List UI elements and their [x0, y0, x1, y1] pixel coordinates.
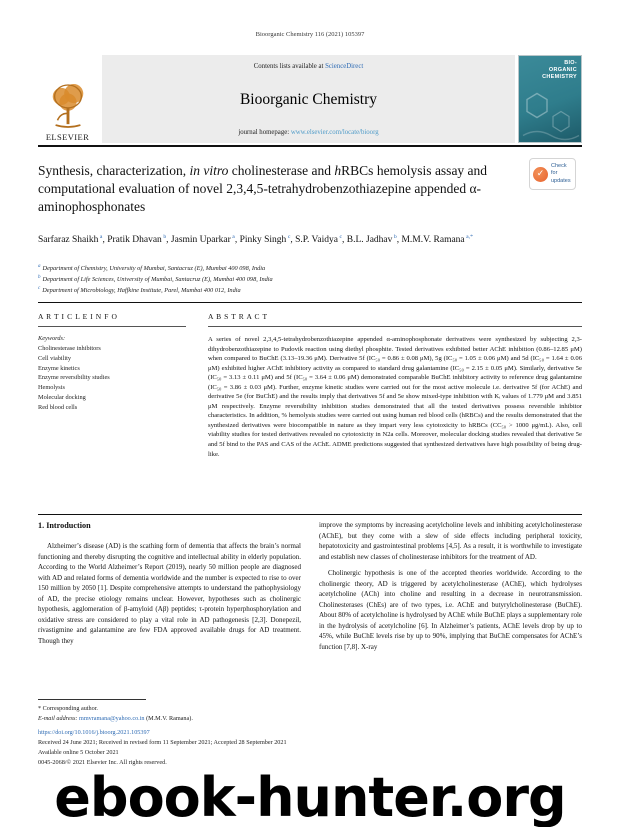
intro-paragraph: improve the symptoms by increasing acetylcholine levels and inhibiting acetylcholinesterase (AChE), but they come with a slew of side effects including peripheral toxicity, hepatotoxicity and gastrointestinal problems [4,5]. As a result, it is worthwhile to investigate and establish new classes of cholinesterase inhibitors for the treatment of AD. — [319, 521, 582, 561]
journal-title: Bioorganic Chemistry — [239, 90, 378, 108]
intro-paragraph: Alzheimer’s disease (AD) is the scathing form of dementia that affects the brain’s normal functioning and thereby disrupting the cognitive and intellectual ability in elderly population. According to the World Alzheimer’s Report (2019), nearly 50 million people are diagnosed with AD and related forms of dementia worldwide and the number is expected to rise to over 150 million by 2050 [1]. Despite comprehensive attempts to understand the pathophysiology of AD, the precise etiology remains unclear. However, hypotheses such as cholinergic hypothesis, agglomeration of β-amyloid (Aβ) peptides; τ-protein hyperphosphorylation and oxidative stress are considered to play a vital role in AD pathogenesis [2,3]. Donepezil, rivastigmine and galantamine are few FDA approved available drugs for AD treatment. Though they — [38, 542, 301, 645]
contents-lists-text: Contents lists available at — [253, 63, 326, 70]
contents-lists-line — [254, 63, 363, 70]
author: Sarfaraz Shaikh $^a$, — [38, 234, 108, 246]
author: Jasmin Uparkar $^a$, — [170, 234, 240, 246]
journal-citation-header: Bioorganic Chemistry 116 (2021) 105397 — [255, 31, 365, 38]
homepage-line — [238, 129, 378, 136]
ebook-hunter-watermark: ebook-hunter.org — [54, 766, 566, 827]
affiliation-sup: b — [38, 275, 41, 281]
author-affil-sup: a,* — [466, 234, 473, 240]
section-heading-introduction: 1. Introduction — [38, 521, 91, 530]
title-text: cholinesterase and — [228, 163, 335, 178]
doi-line — [38, 728, 582, 738]
author: B.L. Jadhav $^b$, — [346, 234, 402, 246]
cover-art — [519, 81, 581, 146]
banner-rule — [38, 145, 582, 147]
abstract-text: A series of novel 2,3,4,5-tetrahydrobenzothiazepine appended α-aminophosphonate derivatives were synthesized by subjecting 2,3-dihydrobenzothiazepine to Pudovik reaction using diethyl phosphite. Tested derivatives exhibited better AChE inhibition (0.86–12.85 μM) when compared to BuChE (3.13–19.36 μM). Derivative 5f (IC₅₀ = 0.86 ± 0.08 μM), 5g (IC₅₀ = 1.05 ± 0.06 μM) and 5d (IC₅₀ = 1.64 ± 0.06 μM) exhibited higher AChE inhibitory activity as compared to standard drug galantamine (IC₅₀ = 2.15 ± 0.05 μM). Similarly, derivative 5e (IC₅₀ = 3.13 ± 0.11 μM) and 5f (IC₅₀ = 3.64 ± 0.06 μM) demonstrated comparable BuChE inhibitory activity to reference drug galantamine (IC₅₀ = 3.86 ± 0.03 μM). Further, enzyme kinetic studies were carried out for the most active molecule i.e. derivative 5f (for AChE) and derivative 5e (for BuChE) and the results imply that derivatives 5f and 5e show mixed-type inhibition with Kᵢ values of 1.779 μM and 3.851 μM respectively. Enzyme reversibility inhibition studies demonstrated that all the tested derivatives possess reversible inhibitor characteristics. In addition, % hemolysis studies were carried out using human red blood cells (hRBCs) and the results demonstrated that the synthesized derivatives were biocompatible in nature as they impart very less cytotoxicity to hRBCs (CC₅₀ > 1000 μg/mL). Also, cell viability studies for tested derivatives revealed no cytotoxicity in N2a cells. Moreover, molecular docking studies revealed that derivative 5e and 5f bind to the PAS and CAS of the AChE. ADME predictions suggested that synthesized derivatives have high possibility of being drug-like. — [208, 336, 582, 458]
keyword: Cholinesterase inhibitors — [38, 345, 101, 352]
keyword: Cell viability — [38, 354, 72, 362]
title-text: Synthesis, characterization, — [38, 163, 190, 178]
author-list — [38, 233, 582, 248]
affiliation: $^b$ Department of Life Sciences, University of Mumbai, Santacruz (E), Mumbai 400 098, India — [38, 275, 273, 284]
copyright-line: 0045-2068/© 2021 Elsevier Inc. All rights reserved. — [38, 758, 167, 766]
title-italic-h: h — [334, 163, 342, 178]
publication-info — [38, 728, 582, 768]
author: M.M.V. Ramana $^{a,*}$ — [401, 234, 473, 246]
author-affil-sup: c — [287, 234, 291, 240]
elsevier-wordmark: ELSEVIER — [45, 132, 90, 142]
email-tail: (M.M.V. Ramana). — [144, 714, 193, 722]
author-affil-sup: a — [232, 234, 235, 240]
elsevier-logo[interactable] — [38, 55, 102, 143]
crossmark-icon — [533, 167, 548, 182]
doi-link[interactable]: https://doi.org/10.1016/j.bioorg.2021.105397 — [38, 729, 150, 736]
check-for-updates-badge[interactable] — [529, 158, 576, 190]
affiliation-sup: a — [38, 264, 41, 269]
author-affil-sup: c — [339, 234, 342, 240]
article-title — [38, 162, 502, 216]
email-link[interactable]: mmvramana@yahoo.co.in — [79, 714, 145, 722]
homepage-link[interactable]: www.elsevier.com/locate/bioorg — [290, 129, 379, 136]
author: Pinky Singh $^c$, — [239, 234, 296, 246]
affiliation-sup: c — [38, 286, 41, 292]
check-glyph: ✓ — [536, 168, 545, 179]
keyword: Molecular docking — [38, 393, 86, 401]
abstract-heading: A B S T R A C T — [208, 312, 582, 327]
history-line: Received 24 June 2021; Received in revised form 11 September 2021; Accepted 28 September 2021 — [38, 738, 287, 746]
check-updates-line2: updates — [551, 177, 571, 184]
banner-center — [102, 55, 515, 143]
introduction-section — [38, 520, 582, 658]
footnote-block — [38, 699, 328, 723]
homepage-label: journal homepage: — [238, 129, 291, 136]
body-right-column — [319, 520, 582, 658]
sciencedirect-link[interactable]: ScienceDirect — [325, 63, 364, 70]
corresponding-author-note: * Corresponding author. — [38, 705, 98, 712]
abstract-column — [208, 312, 582, 502]
affiliation: $^c$ Department of Microbiology, Haffkine Institute, Parel, Mumbai 400 012, India — [38, 286, 241, 295]
author-affil-sup: b — [163, 234, 167, 240]
article-info-abstract-section — [38, 302, 582, 515]
keyword: Red blood cells — [38, 403, 78, 411]
author-affil-sup: a — [99, 234, 103, 240]
email-line — [38, 714, 328, 724]
author-affil-sup: b — [393, 234, 397, 240]
keywords-label: Keywords: — [38, 335, 66, 342]
author: S.P. Vaidya $^c$, — [295, 234, 347, 246]
footnote-rule — [38, 699, 146, 700]
cover-molecule-decoration — [519, 81, 581, 146]
body-left-column — [38, 520, 301, 658]
journal-header-banner — [38, 55, 582, 143]
check-updates-line1: Check for — [551, 162, 567, 177]
check-updates-label — [551, 163, 572, 185]
article-info-heading: A R T I C L E I N F O — [38, 312, 186, 327]
email-label: E-mail address: — [38, 714, 78, 722]
keyword: Enzyme reversibility studies — [38, 374, 110, 382]
elsevier-tree-icon — [47, 81, 89, 131]
journal-cover-thumbnail[interactable] — [518, 55, 582, 143]
keyword: Hemolysis — [38, 384, 65, 391]
keyword: Enzyme kinetics — [38, 364, 80, 372]
author: Pratik Dhavan $^b$, — [107, 234, 171, 246]
title-italic-in-vitro: in vitro — [189, 163, 229, 178]
intro-paragraph: Cholinergic hypothesis is one of the accepted theories worldwide. According to the cholinergic theory, AD is triggered by acetylcholinesterase (AChE), which hydrolyses acetylcholine (ACh) into choline and resulting in a decrease in neurotransmission. Cholinesterases (ChEs) are of two types, i.e. AChE and butyrylcholinesterase (BuChE). About 80% of acetylcholine is hydrolysed by AChE while BuChE plays a supplementary role in the hydrolysis of acetylcholine [6]. In Alzheimer’s patients, AChE levels drop by up to 45%, while BuChE levels rise by up to 90%, implying that BuChE compensates for AChE’s function [7,8]. X-ray — [319, 569, 582, 651]
affiliation-list — [38, 263, 582, 296]
available-online-line: Available online 5 October 2021 — [38, 748, 119, 756]
title-text: RBCs hemolysis assay and computational evaluation of novel 2,3,4,5-tetrahydrobenzothiazepine appended α-aminophosphonates — [38, 163, 488, 214]
cover-title: BIO- ORGANIC CHEMISTRY — [542, 60, 577, 81]
article-info-column — [38, 312, 186, 502]
affiliation: $^a$ Department of Chemistry, University of Mumbai, Santacruz (E), Mumbai 400 098, India — [38, 264, 266, 273]
